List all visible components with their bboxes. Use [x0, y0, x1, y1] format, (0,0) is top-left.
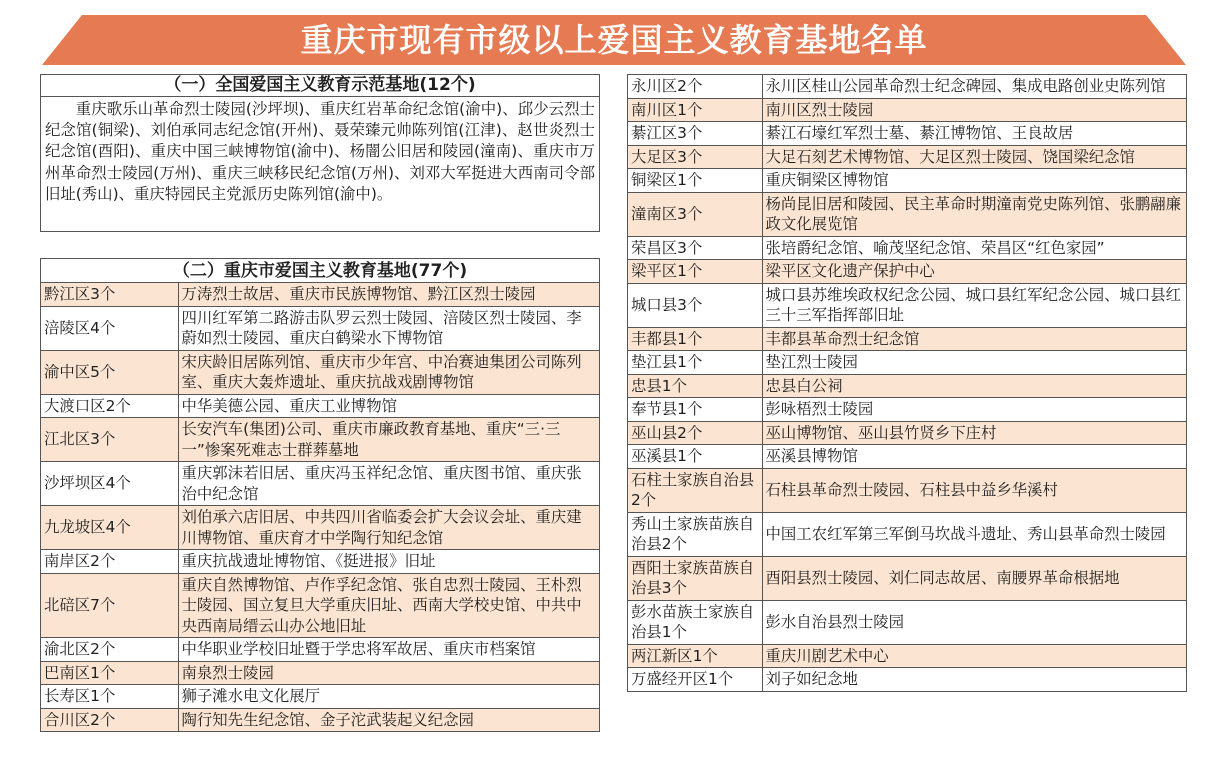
national-bases-section: [40, 74, 600, 232]
table-row: [628, 556, 1186, 600]
sites-cell: 石柱县革命烈士陵园、石柱县中益乡华溪村: [762, 468, 1186, 512]
district-cell: 涪陵区4个: [41, 306, 178, 350]
table-row: [628, 512, 1186, 556]
district-cell: 大足区3个: [628, 145, 762, 169]
district-cell: 大渡口区2个: [41, 394, 178, 418]
sites-cell: 重庆铜梁区博物馆: [762, 169, 1186, 193]
sites-cell: 狮子滩水电文化展厅: [178, 685, 599, 709]
municipal-bases-table-right-container: [627, 74, 1187, 692]
sites-cell: 巫山博物馆、巫山县竹贤乡下庄村: [762, 421, 1186, 445]
table-row: [41, 462, 599, 506]
table-row: [41, 350, 599, 394]
table-row: [41, 283, 599, 306]
sites-cell: 重庆郭沫若旧居、重庆冯玉祥纪念馆、重庆图书馆、重庆张治中纪念馆: [178, 462, 599, 506]
sites-cell: 梁平区文化遗产保护中心: [762, 260, 1186, 284]
table-row: [41, 506, 599, 550]
district-cell: 九龙坡区4个: [41, 506, 178, 550]
table-row: [628, 145, 1186, 169]
district-cell: 渝北区2个: [41, 638, 178, 662]
table-row: [41, 708, 599, 731]
sites-cell: 陶行知先生纪念馆、金子沱武装起义纪念园: [178, 708, 599, 731]
municipal-bases-table-right: [628, 75, 1186, 691]
district-cell: 秀山土家族苗族自治县2个: [628, 512, 762, 556]
table-row: [628, 644, 1186, 668]
district-cell: 酉阳土家族苗族自治县3个: [628, 556, 762, 600]
table-row: [628, 236, 1186, 260]
sites-cell: 万涛烈士故居、重庆市民族博物馆、黔江区烈士陵园: [178, 283, 599, 306]
municipal-bases-table-left: [41, 283, 599, 731]
sites-cell: 忠县白公祠: [762, 374, 1186, 398]
sites-cell: 丰都县革命烈士纪念馆: [762, 327, 1186, 351]
district-cell: 垫江县1个: [628, 351, 762, 375]
sites-cell: 重庆川剧艺术中心: [762, 644, 1186, 668]
sites-cell: 巫溪县博物馆: [762, 445, 1186, 469]
district-cell: 两江新区1个: [628, 644, 762, 668]
district-cell: 永川区2个: [628, 75, 762, 98]
district-cell: 巫溪县1个: [628, 445, 762, 469]
national-bases-list: 重庆歌乐山革命烈士陵园(沙坪坝)、重庆红岩革命纪念馆(渝中)、邱少云烈士纪念馆(铜梁)、刘伯承同志纪念馆(开州)、聂荣臻元帅陈列馆(江津)、赵世炎烈士纪念馆(酉阳)、重庆中国三峡博物馆(渝中)、杨闇公旧居和陵园(潼南)、重庆市万州革命烈士陵园(万州)、重庆三峡移民纪念馆(万州)、刘邓大军挺进大西南司令部旧址(秀山)、重庆特园民主党派历史陈列馆(渝中)。: [45, 100, 595, 203]
district-cell: 长寿区1个: [41, 685, 178, 709]
district-cell: 城口县3个: [628, 283, 762, 327]
sites-cell: 永川区桂山公园革命烈士纪念碑园、集成电路创业史陈列馆: [762, 75, 1186, 98]
table-row: [628, 98, 1186, 122]
district-cell: 南川区1个: [628, 98, 762, 122]
table-row: [41, 418, 599, 462]
table-row: [628, 468, 1186, 512]
district-cell: 铜梁区1个: [628, 169, 762, 193]
table-row: [628, 351, 1186, 375]
sites-cell: 綦江石壕红军烈士墓、綦江博物馆、王良故居: [762, 122, 1186, 146]
table-row: [41, 306, 599, 350]
table-row: [41, 685, 599, 709]
district-cell: 合川区2个: [41, 708, 178, 731]
district-cell: 万盛经开区1个: [628, 668, 762, 691]
title-banner: [42, 15, 1186, 65]
sites-cell: 南泉烈士陵园: [178, 661, 599, 685]
district-cell: 彭水苗族土家族自治县1个: [628, 600, 762, 644]
municipal-bases-section: [40, 258, 600, 732]
table-row: [41, 638, 599, 662]
district-cell: 巫山县2个: [628, 421, 762, 445]
table-row: [628, 398, 1186, 422]
district-cell: 沙坪坝区4个: [41, 462, 178, 506]
district-cell: 潼南区3个: [628, 192, 762, 236]
district-cell: 荣昌区3个: [628, 236, 762, 260]
district-cell: 忠县1个: [628, 374, 762, 398]
table-row: [628, 421, 1186, 445]
sites-cell: 张培爵纪念馆、喻茂坚纪念馆、荣昌区“红色家园”: [762, 236, 1186, 260]
sites-cell: 城口县苏维埃政权纪念公园、城口县红军纪念公园、城口县红三十三军指挥部旧址: [762, 283, 1186, 327]
page-title: 重庆市现有市级以上爱国主义教育基地名单: [300, 21, 928, 59]
district-cell: 奉节县1个: [628, 398, 762, 422]
district-cell: 黔江区3个: [41, 283, 178, 306]
table-row: [628, 169, 1186, 193]
district-cell: 江北区3个: [41, 418, 178, 462]
district-cell: 石柱土家族自治县2个: [628, 468, 762, 512]
table-row: [628, 75, 1186, 98]
sites-cell: 中华美德公园、重庆工业博物馆: [178, 394, 599, 418]
table-row: [628, 283, 1186, 327]
table-row: [41, 550, 599, 574]
municipal-bases-heading: （二）重庆市爱国主义教育基地(77个): [41, 259, 599, 283]
sites-cell: 刘子如纪念地: [762, 668, 1186, 691]
national-bases-heading: （一）全国爱国主义教育示范基地(12个): [41, 75, 599, 97]
sites-cell: 中国工农红军第三军倒马坎战斗遗址、秀山县革命烈士陵园: [762, 512, 1186, 556]
table-row: [41, 661, 599, 685]
table-row: [628, 445, 1186, 469]
table-row: [628, 668, 1186, 691]
sites-cell: 重庆抗战遗址博物馆、《挺进报》旧址: [178, 550, 599, 574]
table-row: [628, 122, 1186, 146]
district-cell: 丰都县1个: [628, 327, 762, 351]
district-cell: 綦江区3个: [628, 122, 762, 146]
sites-cell: 长安汽车(集团)公司、重庆市廉政教育基地、重庆“三·三一”惨案死难志士群葬墓地: [178, 418, 599, 462]
table-row: [628, 192, 1186, 236]
district-cell: 北碚区7个: [41, 573, 178, 638]
sites-cell: 中华职业学校旧址暨于学忠将军故居、重庆市档案馆: [178, 638, 599, 662]
table-row: [628, 374, 1186, 398]
sites-cell: 南川区烈士陵园: [762, 98, 1186, 122]
sites-cell: 重庆自然博物馆、卢作孚纪念馆、张自忠烈士陵园、王朴烈士陵园、国立复旦大学重庆旧址、西南大学校史馆、中共中央西南局缙云山办公地旧址: [178, 573, 599, 638]
district-cell: 南岸区2个: [41, 550, 178, 574]
sites-cell: 彭水自治县烈士陵园: [762, 600, 1186, 644]
sites-cell: 大足石刻艺术博物馆、大足区烈士陵园、饶国梁纪念馆: [762, 145, 1186, 169]
sites-cell: 垫江烈士陵园: [762, 351, 1186, 375]
sites-cell: 杨尚昆旧居和陵园、民主革命时期潼南党史陈列馆、张鹏翮廉政文化展览馆: [762, 192, 1186, 236]
table-row: [41, 573, 599, 638]
district-cell: 梁平区1个: [628, 260, 762, 284]
sites-cell: 彭咏梧烈士陵园: [762, 398, 1186, 422]
table-row: [628, 260, 1186, 284]
district-cell: 渝中区5个: [41, 350, 178, 394]
sites-cell: 四川红军第二路游击队罗云烈士陵园、涪陵区烈士陵园、李蔚如烈士陵园、重庆白鹤梁水下博物馆: [178, 306, 599, 350]
sites-cell: 宋庆龄旧居陈列馆、重庆市少年宫、中冶赛迪集团公司陈列室、重庆大轰炸遗址、重庆抗战戏剧博物馆: [178, 350, 599, 394]
table-row: [628, 327, 1186, 351]
table-row: [41, 394, 599, 418]
sites-cell: 刘伯承六店旧居、中共四川省临委会扩大会议会址、重庆建川博物馆、重庆育才中学陶行知纪念馆: [178, 506, 599, 550]
district-cell: 巴南区1个: [41, 661, 178, 685]
sites-cell: 酉阳县烈士陵园、刘仁同志故居、南腰界革命根据地: [762, 556, 1186, 600]
table-row: [628, 600, 1186, 644]
